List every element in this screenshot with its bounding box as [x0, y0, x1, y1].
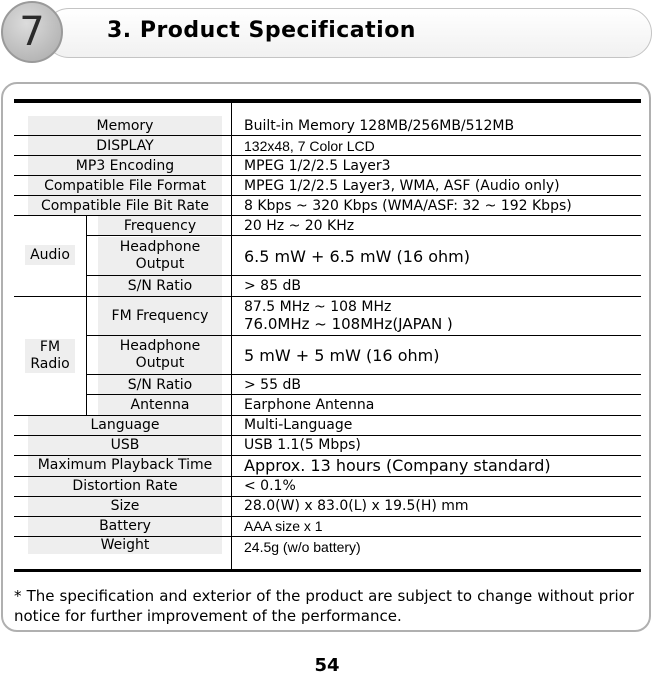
fm-antenna-value: Earphone Antenna: [244, 396, 375, 413]
memory-label: Memory: [96, 117, 154, 134]
table-top-rule: [14, 99, 641, 103]
size-value: 28.0(W) x 83.0(L) x 19.5(H) mm: [244, 497, 469, 514]
audio-frequency-value: 20 Hz ~ 20 KHz: [244, 217, 355, 234]
label-line: Output: [135, 355, 185, 371]
fm-radio-group-divider: [86, 296, 87, 415]
label-line: FM: [39, 339, 61, 355]
language-label: Language: [90, 416, 160, 433]
value-line: 76.0MHz ~ 108MHz(JAPAN ): [244, 315, 453, 333]
compatible-bitrate-label: Compatible File Bit Rate: [40, 197, 210, 214]
mp3-encoding-label: MP3 Encoding: [75, 157, 175, 174]
size-label: Size: [110, 497, 140, 514]
distortion-label: Distortion Rate: [72, 477, 178, 494]
fm-radio-group-label: [25, 339, 75, 373]
display-label: DISPLAY: [96, 137, 154, 154]
language-value: Multi-Language: [244, 416, 353, 433]
fm-headphone-output-value: 5 mW + 5 mW (16 ohm): [244, 345, 440, 365]
fm-frequency-value: [244, 297, 453, 335]
battery-value: AAA size x 1: [244, 517, 323, 534]
label-line: Radio: [30, 356, 70, 372]
battery-label: Battery: [99, 517, 151, 534]
compatible-format-label: Compatible File Format: [44, 177, 206, 194]
section-title: 3. Product Specification: [107, 18, 416, 43]
compatible-format-value: MPEG 1/2/2.5 Layer3, WMA, ASF (Audio only): [244, 177, 560, 194]
fm-sn-ratio-value: > 55 dB: [244, 376, 301, 393]
usb-label: USB: [110, 436, 140, 453]
audio-headphone-output-value: 6.5 mW + 6.5 mW (16 ohm): [244, 246, 470, 266]
weight-label: Weight: [100, 536, 150, 553]
audio-headphone-output-label: [98, 237, 222, 275]
fm-antenna-label: Antenna: [130, 396, 190, 413]
memory-value: Built-in Memory 128MB/256MB/512MB: [244, 117, 515, 134]
distortion-value: < 0.1%: [244, 477, 296, 494]
audio-group-label: Audio: [30, 246, 70, 263]
fm-sn-ratio-label: S/N Ratio: [127, 376, 193, 393]
mp3-encoding-value: MPEG 1/2/2.5 Layer3: [244, 157, 391, 174]
audio-group-divider: [86, 215, 87, 296]
usb-value: USB 1.1(5 Mbps): [244, 436, 361, 453]
chapter-number-badge: 7: [1, 1, 63, 63]
table-bottom-rule: [14, 569, 641, 572]
weight-value: 24.5g (w/o battery): [244, 538, 361, 555]
footnote: * The specification and exterior of the product are subject to change without prior notice for further improvement of the performance.: [14, 587, 634, 625]
audio-sn-ratio-label: S/N Ratio: [127, 277, 193, 294]
max-playback-label: Maximum Playback Time: [37, 457, 213, 473]
audio-frequency-label: Frequency: [123, 217, 197, 234]
label-line: Headphone: [119, 338, 201, 354]
page-number: 54: [314, 655, 340, 676]
audio-sn-ratio-value: > 85 dB: [244, 277, 301, 294]
table-column-divider: [231, 103, 232, 569]
label-line: Headphone: [119, 239, 201, 255]
label-line: Output: [135, 256, 185, 272]
max-playback-value: Approx. 13 hours (Company standard): [244, 456, 551, 475]
value-line: 87.5 MHz ~ 108 MHz: [244, 299, 392, 315]
fm-headphone-output-label: [98, 336, 222, 374]
compatible-bitrate-value: 8 Kbps ~ 320 Kbps (WMA/ASF: 32 ~ 192 Kbps): [244, 197, 572, 214]
fm-frequency-label: FM Frequency: [111, 307, 209, 324]
display-value: 132x48, 7 Color LCD: [244, 137, 375, 154]
